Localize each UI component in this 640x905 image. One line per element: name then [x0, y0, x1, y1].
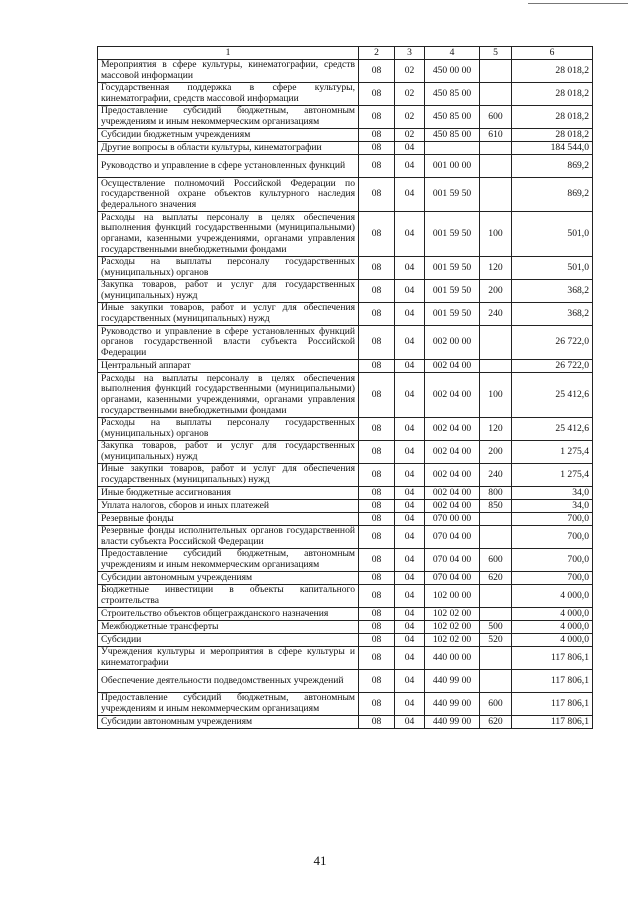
row-target-article-cell: [425, 142, 480, 155]
row-expense-type-cell: 120: [480, 257, 512, 280]
row-section-cell: 08: [359, 621, 395, 634]
row-expense-type-cell: [480, 670, 512, 693]
header-cell-amount: 6: [512, 47, 593, 60]
row-name-cell: Иные закупки товаров, работ и услуг для обеспечения государственных (муниципальных) нужд: [98, 303, 359, 326]
row-section-cell: 08: [359, 326, 395, 360]
row-subsection-cell: 04: [395, 634, 425, 647]
row-section-cell: 08: [359, 572, 395, 585]
row-name-cell: Расходы на выплаты персоналу государственных (муниципальных) органов: [98, 257, 359, 280]
row-section-cell: 08: [359, 257, 395, 280]
row-amount-cell: 28 018,2: [512, 106, 593, 129]
row-subsection-cell: 04: [395, 257, 425, 280]
row-subsection-cell: 04: [395, 572, 425, 585]
row-expense-type-cell: [480, 526, 512, 549]
row-subsection-cell: 04: [395, 280, 425, 303]
row-expense-type-cell: 600: [480, 106, 512, 129]
table-row: [98, 608, 593, 621]
row-amount-cell: 4 000,0: [512, 585, 593, 608]
table-row: [98, 585, 593, 608]
row-target-article-cell: 001 59 50: [425, 303, 480, 326]
table-row: [98, 155, 593, 178]
row-amount-cell: 700,0: [512, 513, 593, 526]
row-target-article-cell: 102 02 00: [425, 634, 480, 647]
row-expense-type-cell: 620: [480, 716, 512, 729]
row-expense-type-cell: 200: [480, 280, 512, 303]
row-target-article-cell: 001 00 00: [425, 155, 480, 178]
header-cell-name: 1: [98, 47, 359, 60]
row-target-article-cell: 450 85 00: [425, 83, 480, 106]
row-section-cell: 08: [359, 716, 395, 729]
row-target-article-cell: 002 04 00: [425, 360, 480, 373]
row-subsection-cell: 04: [395, 303, 425, 326]
row-target-article-cell: 070 04 00: [425, 549, 480, 572]
row-subsection-cell: 02: [395, 60, 425, 83]
table-row: [98, 670, 593, 693]
row-target-article-cell: 002 00 00: [425, 326, 480, 360]
row-expense-type-cell: [480, 178, 512, 212]
row-amount-cell: 26 722,0: [512, 326, 593, 360]
row-name-cell: Расходы на выплаты персоналу в целях обеспечения выполнения функций государственными (муниципальными) органами, казенными учреждениями, органами управления государственными внебюджетными фондами: [98, 212, 359, 257]
table-row: [98, 500, 593, 513]
row-target-article-cell: 440 99 00: [425, 716, 480, 729]
row-amount-cell: 34,0: [512, 500, 593, 513]
row-target-article-cell: 002 04 00: [425, 464, 480, 487]
row-section-cell: 08: [359, 129, 395, 142]
table-row: [98, 129, 593, 142]
row-target-article-cell: 070 00 00: [425, 513, 480, 526]
row-expense-type-cell: 500: [480, 621, 512, 634]
row-name-cell: Закупка товаров, работ и услуг для государственных (муниципальных) нужд: [98, 280, 359, 303]
row-target-article-cell: 070 04 00: [425, 572, 480, 585]
row-name-cell: Закупка товаров, работ и услуг для государственных (муниципальных) нужд: [98, 441, 359, 464]
row-subsection-cell: 04: [395, 513, 425, 526]
row-expense-type-cell: [480, 647, 512, 670]
page-number: 41: [313, 853, 327, 868]
row-target-article-cell: 001 59 50: [425, 280, 480, 303]
row-subsection-cell: 04: [395, 526, 425, 549]
row-target-article-cell: 440 99 00: [425, 670, 480, 693]
row-name-cell: Субсидии бюджетным учреждениям: [98, 129, 359, 142]
row-name-cell: Иные закупки товаров, работ и услуг для обеспечения государственных (муниципальных) нужд: [98, 464, 359, 487]
row-amount-cell: 25 412,6: [512, 418, 593, 441]
row-amount-cell: 501,0: [512, 212, 593, 257]
table-row: [98, 693, 593, 716]
budget-table: [97, 46, 593, 729]
row-amount-cell: 28 018,2: [512, 60, 593, 83]
table-row: [98, 106, 593, 129]
table-row: [98, 303, 593, 326]
row-amount-cell: 501,0: [512, 257, 593, 280]
row-expense-type-cell: [480, 155, 512, 178]
row-section-cell: 08: [359, 634, 395, 647]
row-target-article-cell: 440 00 00: [425, 647, 480, 670]
row-section-cell: 08: [359, 360, 395, 373]
row-name-cell: Руководство и управление в сфере установленных функций органов государственной власти субъекта Российской Федерации: [98, 326, 359, 360]
row-section-cell: 08: [359, 60, 395, 83]
row-subsection-cell: 04: [395, 178, 425, 212]
row-name-cell: Другие вопросы в области культуры, кинематографии: [98, 142, 359, 155]
row-section-cell: 08: [359, 549, 395, 572]
row-section-cell: 08: [359, 487, 395, 500]
row-subsection-cell: 04: [395, 549, 425, 572]
row-target-article-cell: 002 04 00: [425, 487, 480, 500]
row-subsection-cell: 04: [395, 441, 425, 464]
row-section-cell: 08: [359, 670, 395, 693]
row-name-cell: Руководство и управление в сфере установленных функций: [98, 155, 359, 178]
row-amount-cell: 117 806,1: [512, 647, 593, 670]
row-section-cell: 08: [359, 212, 395, 257]
row-expense-type-cell: 800: [480, 487, 512, 500]
row-subsection-cell: 04: [395, 212, 425, 257]
row-name-cell: Государственная поддержка в сфере культуры, кинематографии, средств массовой информации: [98, 83, 359, 106]
row-section-cell: 08: [359, 608, 395, 621]
row-name-cell: Предоставление субсидий бюджетным, автономным учреждениям и иным некоммерческим организациям: [98, 106, 359, 129]
row-amount-cell: 1 275,4: [512, 441, 593, 464]
row-subsection-cell: 02: [395, 129, 425, 142]
row-target-article-cell: 002 04 00: [425, 418, 480, 441]
row-name-cell: Бюджетные инвестиции в объекты капитального строительства: [98, 585, 359, 608]
row-target-article-cell: 002 04 00: [425, 373, 480, 418]
header-row: [98, 47, 593, 60]
row-subsection-cell: 04: [395, 621, 425, 634]
row-amount-cell: 700,0: [512, 526, 593, 549]
row-amount-cell: 1 275,4: [512, 464, 593, 487]
table-row: [98, 526, 593, 549]
table-row: [98, 647, 593, 670]
header-cell-expense-type: 5: [480, 47, 512, 60]
row-name-cell: Строительство объектов общегражданского назначения: [98, 608, 359, 621]
row-expense-type-cell: [480, 513, 512, 526]
row-section-cell: 08: [359, 441, 395, 464]
row-amount-cell: 4 000,0: [512, 634, 593, 647]
row-subsection-cell: 04: [395, 647, 425, 670]
table-row: [98, 142, 593, 155]
table-row: [98, 373, 593, 418]
row-expense-type-cell: 100: [480, 373, 512, 418]
row-subsection-cell: 04: [395, 373, 425, 418]
row-amount-cell: 184 544,0: [512, 142, 593, 155]
row-amount-cell: 25 412,6: [512, 373, 593, 418]
row-target-article-cell: 001 59 50: [425, 178, 480, 212]
row-section-cell: 08: [359, 83, 395, 106]
row-expense-type-cell: 200: [480, 441, 512, 464]
table-row: [98, 212, 593, 257]
row-amount-cell: 117 806,1: [512, 716, 593, 729]
row-subsection-cell: 04: [395, 693, 425, 716]
row-name-cell: Предоставление субсидий бюджетным, автономным учреждениям и иным некоммерческим организациям: [98, 693, 359, 716]
row-section-cell: 08: [359, 464, 395, 487]
table-row: [98, 513, 593, 526]
table-row: [98, 326, 593, 360]
row-subsection-cell: 04: [395, 585, 425, 608]
row-name-cell: Осуществление полномочий Российской Федерации по государственной охране объектов культурного наследия федерального значения: [98, 178, 359, 212]
row-amount-cell: 34,0: [512, 487, 593, 500]
row-expense-type-cell: 240: [480, 303, 512, 326]
row-target-article-cell: 440 99 00: [425, 693, 480, 716]
row-subsection-cell: 04: [395, 360, 425, 373]
table-row: [98, 83, 593, 106]
row-target-article-cell: 102 02 00: [425, 621, 480, 634]
row-name-cell: Резервные фонды: [98, 513, 359, 526]
row-expense-type-cell: 600: [480, 693, 512, 716]
row-target-article-cell: 450 85 00: [425, 106, 480, 129]
row-name-cell: Субсидии автономным учреждениям: [98, 572, 359, 585]
table-row: [98, 418, 593, 441]
row-section-cell: 08: [359, 513, 395, 526]
row-amount-cell: 4 000,0: [512, 608, 593, 621]
row-section-cell: 08: [359, 373, 395, 418]
row-section-cell: 08: [359, 106, 395, 129]
table-row: [98, 621, 593, 634]
row-amount-cell: 368,2: [512, 303, 593, 326]
row-expense-type-cell: [480, 585, 512, 608]
row-amount-cell: 4 000,0: [512, 621, 593, 634]
row-target-article-cell: 002 04 00: [425, 500, 480, 513]
header-cell-section: 2: [359, 47, 395, 60]
row-expense-type-cell: 850: [480, 500, 512, 513]
row-amount-cell: 28 018,2: [512, 83, 593, 106]
row-subsection-cell: 04: [395, 716, 425, 729]
row-target-article-cell: 070 04 00: [425, 526, 480, 549]
row-name-cell: Расходы на выплаты персоналу в целях обеспечения выполнения функций государственными (муниципальными) органами, казенными учреждениями, органами управления государственными внебюджетными фондами: [98, 373, 359, 418]
header-cell-subsection: 3: [395, 47, 425, 60]
row-subsection-cell: 04: [395, 608, 425, 621]
row-section-cell: 08: [359, 647, 395, 670]
row-name-cell: Центральный аппарат: [98, 360, 359, 373]
row-subsection-cell: 04: [395, 326, 425, 360]
row-target-article-cell: 102 02 00: [425, 608, 480, 621]
table-row: [98, 549, 593, 572]
row-subsection-cell: 02: [395, 83, 425, 106]
row-name-cell: Резервные фонды исполнительных органов государственной власти субъекта Российской Федерации: [98, 526, 359, 549]
row-amount-cell: 869,2: [512, 178, 593, 212]
table-row: [98, 178, 593, 212]
row-subsection-cell: 04: [395, 464, 425, 487]
row-name-cell: Обеспечение деятельности подведомственных учреждений: [98, 670, 359, 693]
row-expense-type-cell: [480, 608, 512, 621]
row-amount-cell: 117 806,1: [512, 670, 593, 693]
row-target-article-cell: 001 59 50: [425, 257, 480, 280]
row-amount-cell: 700,0: [512, 549, 593, 572]
row-subsection-cell: 04: [395, 487, 425, 500]
row-section-cell: 08: [359, 303, 395, 326]
row-name-cell: Учреждения культуры и мероприятия в сфере культуры и кинематографии: [98, 647, 359, 670]
table-row: [98, 441, 593, 464]
row-name-cell: Межбюджетные трансферты: [98, 621, 359, 634]
table-row: [98, 487, 593, 500]
row-amount-cell: 869,2: [512, 155, 593, 178]
row-section-cell: 08: [359, 526, 395, 549]
row-expense-type-cell: [480, 360, 512, 373]
row-amount-cell: 368,2: [512, 280, 593, 303]
row-section-cell: 08: [359, 155, 395, 178]
row-name-cell: Иные бюджетные ассигнования: [98, 487, 359, 500]
row-target-article-cell: 002 04 00: [425, 441, 480, 464]
table-row: [98, 60, 593, 83]
row-expense-type-cell: [480, 60, 512, 83]
row-name-cell: Предоставление субсидий бюджетным, автономным учреждениям и иным некоммерческим организациям: [98, 549, 359, 572]
top-rule: [528, 3, 628, 4]
row-expense-type-cell: 120: [480, 418, 512, 441]
row-amount-cell: 117 806,1: [512, 693, 593, 716]
table-row: [98, 280, 593, 303]
row-target-article-cell: 001 59 50: [425, 212, 480, 257]
table-row: [98, 634, 593, 647]
table-row: [98, 464, 593, 487]
row-amount-cell: 26 722,0: [512, 360, 593, 373]
row-name-cell: Уплата налогов, сборов и иных платежей: [98, 500, 359, 513]
row-expense-type-cell: 620: [480, 572, 512, 585]
row-section-cell: 08: [359, 142, 395, 155]
row-target-article-cell: 450 85 00: [425, 129, 480, 142]
row-expense-type-cell: [480, 326, 512, 360]
row-subsection-cell: 02: [395, 106, 425, 129]
row-amount-cell: 700,0: [512, 572, 593, 585]
row-target-article-cell: 102 00 00: [425, 585, 480, 608]
row-expense-type-cell: 610: [480, 129, 512, 142]
row-expense-type-cell: 600: [480, 549, 512, 572]
row-subsection-cell: 04: [395, 142, 425, 155]
row-subsection-cell: 04: [395, 155, 425, 178]
header-cell-target-article: 4: [425, 47, 480, 60]
row-name-cell: Субсидии: [98, 634, 359, 647]
row-expense-type-cell: 240: [480, 464, 512, 487]
row-expense-type-cell: 520: [480, 634, 512, 647]
row-section-cell: 08: [359, 280, 395, 303]
row-subsection-cell: 04: [395, 500, 425, 513]
row-expense-type-cell: 100: [480, 212, 512, 257]
row-subsection-cell: 04: [395, 670, 425, 693]
row-target-article-cell: 450 00 00: [425, 60, 480, 83]
row-section-cell: 08: [359, 178, 395, 212]
table-row: [98, 257, 593, 280]
row-expense-type-cell: [480, 83, 512, 106]
row-section-cell: 08: [359, 693, 395, 716]
row-expense-type-cell: [480, 142, 512, 155]
row-section-cell: 08: [359, 418, 395, 441]
table-row: [98, 360, 593, 373]
row-section-cell: 08: [359, 500, 395, 513]
table-row: [98, 572, 593, 585]
row-section-cell: 08: [359, 585, 395, 608]
row-amount-cell: 28 018,2: [512, 129, 593, 142]
row-subsection-cell: 04: [395, 418, 425, 441]
table-row: [98, 716, 593, 729]
row-name-cell: Мероприятия в сфере культуры, кинематографии, средств массовой информации: [98, 60, 359, 83]
row-name-cell: Расходы на выплаты персоналу государственных (муниципальных) органов: [98, 418, 359, 441]
row-name-cell: Субсидии автономным учреждениям: [98, 716, 359, 729]
